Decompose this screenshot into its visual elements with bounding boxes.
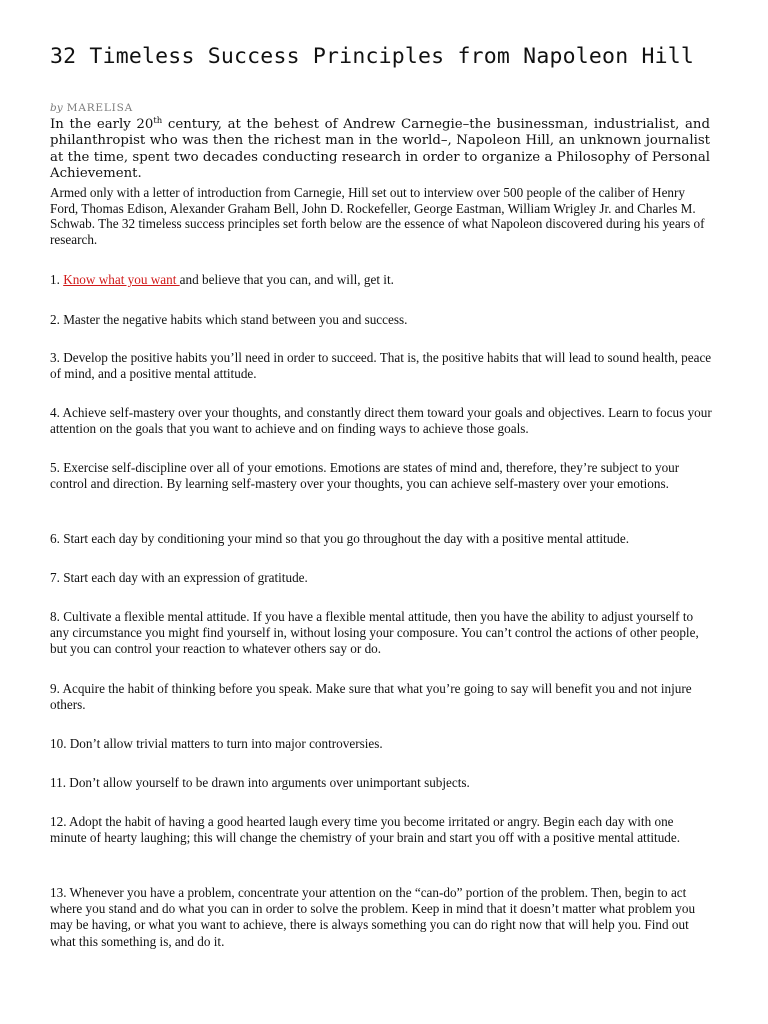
document-title: 32 Timeless Success Principles from Napoleon Hill xyxy=(50,44,695,69)
intro1-text-start: In the early 20 xyxy=(50,117,154,132)
principle-1-text: and believe that you can, and will, get it. xyxy=(179,272,394,287)
principle-item-12: 12. Adopt the habit of having a good hearted laugh every time you become irritated or angry. Begin each day with one minute of hearty laughing; this will change the chemistry of your brain and start you off with a positive mental attitude. xyxy=(50,814,681,846)
principle-item-2: 2. Master the negative habits which stand between you and success. xyxy=(50,312,408,327)
know-what-you-want-link[interactable]: Know what you want xyxy=(63,272,180,287)
intro1-superscript: th xyxy=(153,116,163,126)
principle-item-4: 4. Achieve self-mastery over your thoughts, and constantly direct them toward your goals and objectives. Learn to focus your attention on the goals that you want to achieve and on finding ways to achieve those goals. xyxy=(50,405,712,437)
principle-item-10: 10. Don’t allow trivial matters to turn into major controversies. xyxy=(50,736,383,751)
byline-prefix: by xyxy=(50,102,63,114)
principle-item-9: 9. Acquire the habit of thinking before you speak. Make sure that what you’re going to say will benefit you and not injure others. xyxy=(50,681,692,713)
principle-1-number: 1. xyxy=(50,272,64,287)
principle-item-13: 13. Whenever you have a problem, concentrate your attention on the “can-do” portion of the problem. Then, begin to act where you stand and do what you can in order to solve the problem. Keep in mind that it doesn’t matter what problem you may be having, or what you want to achieve, there is always something you can do right now that will help you. Find out what this something is, and do it. xyxy=(50,885,696,949)
principle-item-3: 3. Develop the positive habits you’ll need in order to succeed. That is, the positive habits that will lead to sound health, peace of mind, and a positive mental attitude. xyxy=(50,350,712,382)
principle-item-1 xyxy=(50,272,712,288)
intro-paragraph-1 xyxy=(50,117,710,182)
intro1-text-rest: century, at the behest of Andrew Carnegie–the businessman, industrialist, and philanthropist who was then the richest man in the world–, Napoleon Hill, an unknown journalist at the time, spent two decades conducting research in order to organize a Philosophy of Personal Achievement. xyxy=(50,117,710,181)
principle-item-7: 7. Start each day with an expression of gratitude. xyxy=(50,570,308,585)
principle-item-11: 11. Don’t allow yourself to be drawn into arguments over unimportant subjects. xyxy=(50,775,470,790)
intro-paragraph-2: Armed only with a letter of introduction from Carnegie, Hill set out to interview over 500 people of the caliber of Henry Ford, Thomas Edison, Alexander Graham Bell, John D. Rockefeller, George Eastman, William Wrigley Jr. and Charles M. Schwab. The 32 timeless success principles set forth below are the essence of what Napoleon discovered during his years of research. xyxy=(50,185,705,247)
principle-item-6: 6. Start each day by conditioning your mind so that you go throughout the day with a positive mental attitude. xyxy=(50,531,630,546)
byline-author: MARELISA xyxy=(66,102,133,114)
byline xyxy=(50,102,133,114)
principle-item-5: 5. Exercise self-discipline over all of your emotions. Emotions are states of mind and, therefore, they’re subject to your control and direction. By learning self-mastery over your thoughts, you can achieve self-mastery over your emotions. xyxy=(50,460,680,492)
principle-item-8: 8. Cultivate a flexible mental attitude. If you have a flexible mental attitude, then you have the ability to adjust yourself to any circumstance you might find yourself in, without losing your composure. You can’t control the actions of other people, but you can control your reaction to whatever others say or do. xyxy=(50,609,699,657)
